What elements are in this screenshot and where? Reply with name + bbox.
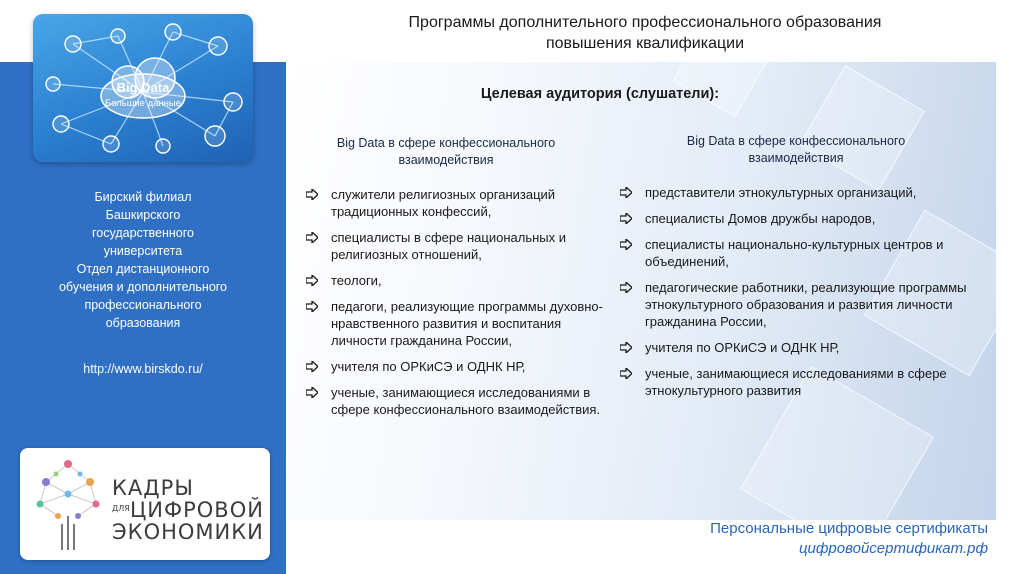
- logo-word-cadres: КАДРЫ: [112, 476, 194, 500]
- list-item-text: служители религиозных организаций традиционных конфессий,: [331, 187, 556, 219]
- arrow-bullet-icon: [620, 239, 632, 250]
- list-item: [306, 186, 612, 220]
- list-item-text: специалисты в сфере национальных и религиозных отношений,: [331, 230, 566, 262]
- arrow-bullet-icon: [306, 232, 318, 243]
- list-item: [620, 365, 980, 399]
- list-item-text: учителя по ОРКиСЭ и ОДНК НР,: [645, 340, 840, 355]
- arrow-bullet-icon: [620, 342, 632, 353]
- org-line: Бирский филиал: [94, 190, 192, 204]
- org-line: профессионального: [84, 298, 202, 312]
- arrow-bullet-icon: [306, 361, 318, 372]
- arrow-bullet-icon: [306, 189, 318, 200]
- arrow-bullet-icon: [306, 275, 318, 286]
- org-line: Отдел дистанционного: [76, 262, 210, 276]
- digital-tree-icon: [28, 454, 108, 554]
- list-item-text: ученые, занимающиеся исследованиями в сфере этнокультурного развития: [645, 366, 947, 398]
- arrow-bullet-icon: [620, 282, 632, 293]
- list-item: [306, 358, 612, 375]
- org-line: университета: [103, 244, 183, 258]
- page-title: [300, 12, 990, 54]
- logo-word-digital: ЦИФРОВОЙ: [130, 498, 264, 522]
- org-line: образования: [105, 316, 181, 330]
- list-item-text: педагогические работники, реализующие программы этнокультурного образования и развития личности гражданина России,: [645, 280, 967, 329]
- website-link[interactable]: http://www.birskdo.ru/: [83, 362, 203, 376]
- org-line: обучения и дополнительного: [58, 280, 228, 294]
- left-audience-list: [306, 186, 612, 427]
- big-data-sublabel: Большие данные: [104, 98, 182, 109]
- column-title-line: Big Data в сфере конфессионального: [686, 134, 906, 148]
- list-item: [306, 384, 612, 418]
- arrow-bullet-icon: [306, 301, 318, 312]
- org-line: государственного: [92, 226, 194, 240]
- arrow-bullet-icon: [306, 387, 318, 398]
- right-column-title: [646, 133, 946, 167]
- logo-card: [20, 448, 270, 560]
- list-item: [620, 184, 980, 201]
- list-item-text: ученые, занимающиеся исследованиями в сфере конфессионального взаимодействия.: [331, 385, 601, 417]
- footer-certificates: Персональные цифровые сертификаты: [710, 520, 988, 537]
- org-line: Башкирского: [105, 208, 181, 222]
- list-item: [620, 210, 980, 227]
- audience-heading: Целевая аудитория (слушатели):: [480, 86, 720, 102]
- arrow-bullet-icon: [620, 213, 632, 224]
- list-item: [620, 279, 980, 330]
- list-item-text: теологи,: [331, 273, 382, 288]
- list-item-text: специалисты национально-культурных центров и объединений,: [645, 237, 944, 269]
- right-audience-list: [620, 184, 980, 408]
- list-item-text: педагоги, реализующие программы духовно-нравственного развития и воспитания личности гражданина России,: [331, 299, 603, 348]
- list-item-text: представители этнокультурных организаций,: [645, 185, 917, 200]
- column-title-line: взаимодействия: [398, 153, 494, 167]
- list-item-text: учителя по ОРКиСЭ и ОДНК НР,: [331, 359, 526, 374]
- list-item: [306, 298, 612, 349]
- left-column-title: [296, 135, 596, 169]
- list-item: [620, 339, 980, 356]
- big-data-label: Big Data: [116, 80, 170, 95]
- list-item: [620, 236, 980, 270]
- list-item: [306, 272, 612, 289]
- column-title-line: взаимодействия: [748, 151, 844, 165]
- organization-info: [16, 188, 270, 332]
- list-item-text: специалисты Домов дружбы народов,: [645, 211, 876, 226]
- column-title-line: Big Data в сфере конфессионального: [336, 136, 556, 150]
- big-data-illustration: [33, 14, 253, 162]
- arrow-bullet-icon: [620, 368, 632, 379]
- arrow-bullet-icon: [620, 187, 632, 198]
- list-item: [306, 229, 612, 263]
- footer-website-link[interactable]: цифровойсертификат.рф: [798, 540, 988, 557]
- logo-word-economy: ЭКОНОМИКИ: [112, 520, 264, 544]
- logo-word-for: ДЛЯ: [112, 504, 130, 513]
- title-line: повышения квалификации: [545, 35, 745, 52]
- title-line: Программы дополнительного профессионального образования: [408, 14, 882, 31]
